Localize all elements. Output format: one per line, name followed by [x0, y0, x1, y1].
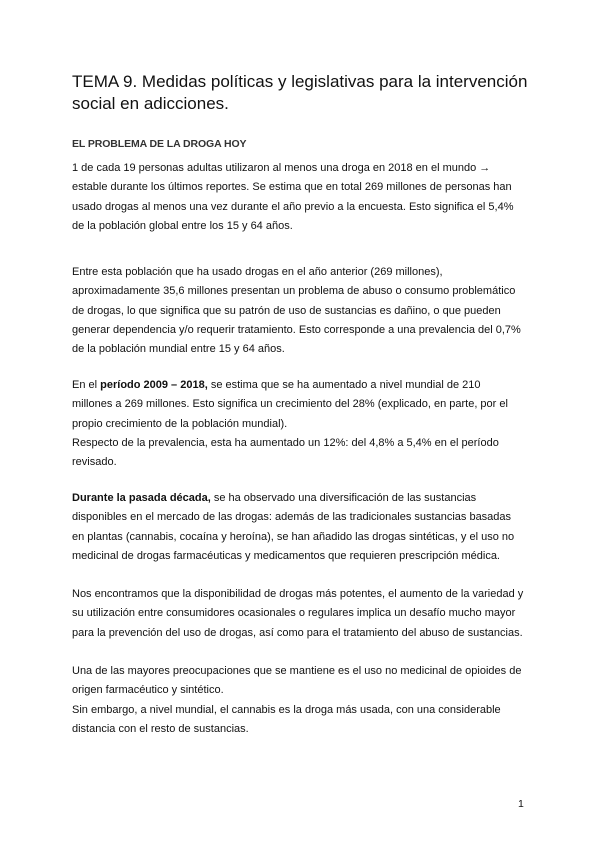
page-title: TEMA 9. Medidas políticas y legislativas para la intervención social en adicciones.	[72, 72, 528, 113]
paragraph-global-drug-use	[72, 159, 534, 236]
page-number: 1	[518, 798, 524, 810]
paragraph-diversification	[72, 489, 534, 566]
text-run: se estima que se ha aumentado a nivel mundial de 210	[207, 379, 481, 391]
bold-text: período 2009 – 2018,	[100, 379, 208, 391]
text-line: Una de las mayores preocupaciones que se mantiene es el uso no medicinal de opioides de	[72, 665, 522, 677]
text-line: usado drogas al menos una vez durante el año previo a la encuesta. Esto significa el 5,4%	[72, 200, 514, 213]
text-line: distancia con el resto de sustancias.	[72, 722, 249, 735]
text-line: en plantas (cannabis, cocaína y heroína), se han añadido las drogas sintéticas, y el uso no	[72, 530, 515, 543]
paragraph-opioids-cannabis	[72, 662, 534, 739]
text-line: propio crecimiento de la población mundial).	[72, 417, 288, 430]
text-line: medicinal de drogas farmacéuticas y medicamentos que requieren prescripción médica.	[72, 549, 500, 562]
text-line: Respecto de la prevalencia, esta ha aumentado un 12%: del 4,8% a 5,4% en el período	[72, 436, 499, 449]
text-line	[72, 376, 534, 395]
paragraph-period-growth	[72, 376, 534, 472]
text-line: su utilización entre consumidores ocasionales o regulares implica un desafío mucho mayor	[72, 607, 516, 620]
text-line: disponibles en el mercado de las drogas: además de las tradicionales sustancias basadas	[72, 511, 512, 524]
text-line: aproximadamente 35,6 millones presentan un problema de abuso o consumo problemático	[72, 285, 516, 298]
text-line: Sin embargo, a nivel mundial, el cannabis es la droga más usada, con una considerable	[72, 703, 501, 716]
text-run: se ha observado una diversificación de las sustancias	[210, 492, 477, 504]
text-line: estable durante los últimos reportes. Se estima que en total 269 millones de personas han	[72, 181, 512, 194]
text-line: 1 de cada 19 personas adultas utilizaron al menos una droga en 2018 en el mundo →	[72, 162, 491, 174]
paragraph-problematic-use	[72, 263, 534, 359]
section-heading: EL PROBLEMA DE LA DROGA HOY	[72, 138, 247, 150]
text-line: de drogas, lo que significa que su patrón de uso de sustancias es dañino, o que pueden	[72, 304, 501, 317]
text-line	[72, 489, 534, 508]
text-line: origen farmacéutico y sintético.	[72, 684, 224, 697]
text-line: millones a 269 millones. Esto significa un crecimiento del 28% (explicado, en parte, por el	[72, 398, 508, 411]
bold-text: Durante la pasada década,	[72, 492, 211, 504]
paragraph-challenge	[72, 585, 534, 643]
text-line: para la prevención del uso de drogas, así como para el tratamiento del abuso de sustancias.	[72, 626, 523, 639]
text-line: de la población mundial entre 15 y 64 años.	[72, 343, 285, 356]
text-line: Entre esta población que ha usado drogas en el año anterior (269 millones),	[72, 266, 443, 278]
text-line: Nos encontramos que la disponibilidad de drogas más potentes, el aumento de la variedad y	[72, 588, 524, 600]
text-line: revisado.	[72, 456, 117, 469]
text-line: generar dependencia y/o requerir tratamiento. Esto corresponde a una prevalencia del 0,7%	[72, 323, 521, 336]
text-line: de la población global entre los 15 y 64 años.	[72, 219, 293, 232]
text-run: En el	[72, 379, 101, 391]
